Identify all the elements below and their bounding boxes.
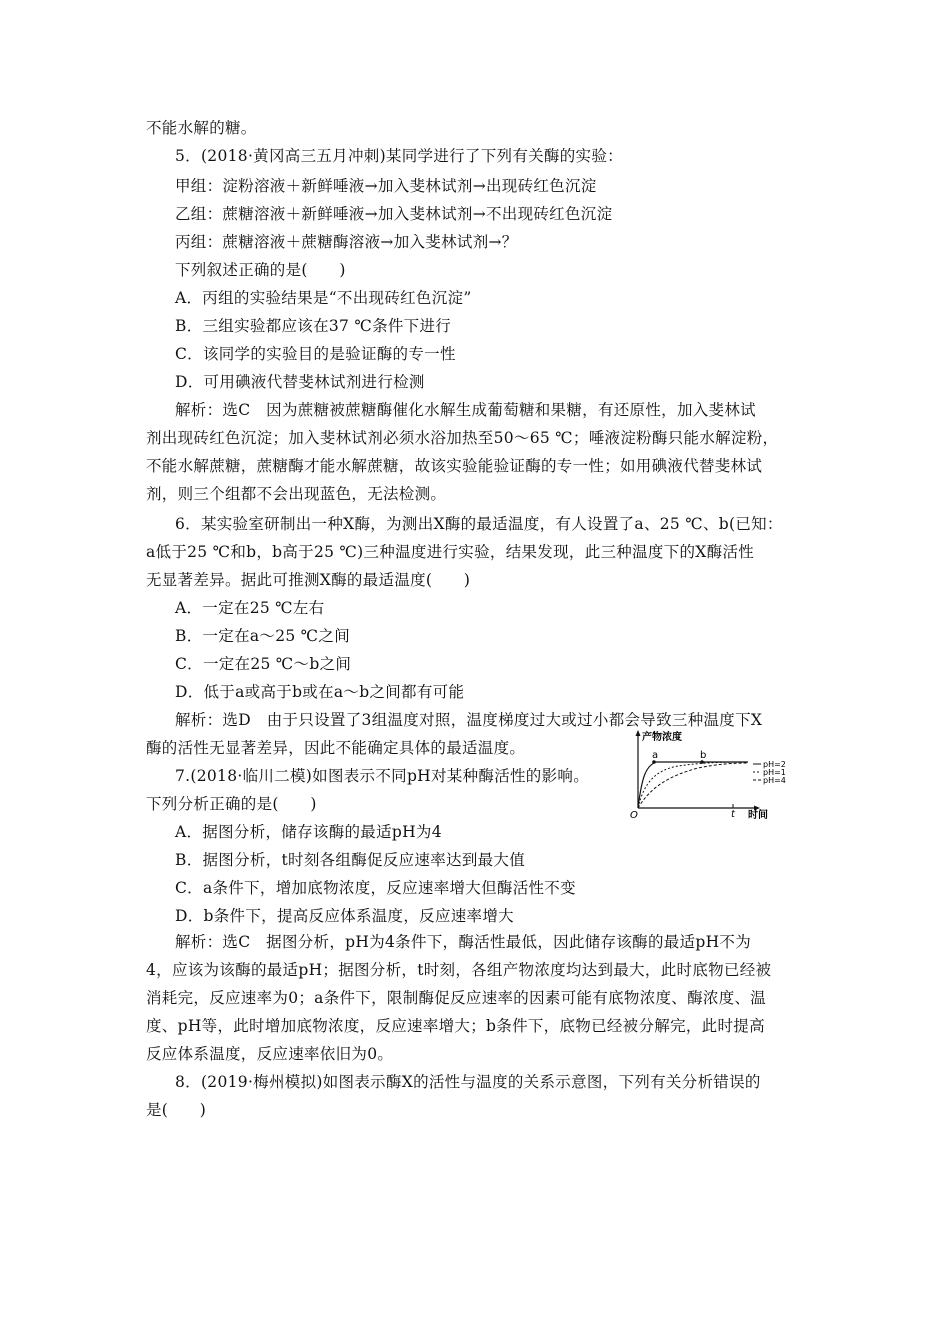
text-line: 甲组：淀粉溶液＋新鲜唾液→加入斐林试剂→出现砖红色沉淀: [175, 177, 597, 195]
text-line: 无显著差异。据此可推测X酶的最适温度( ): [146, 571, 471, 589]
option-d: D．可用碘液代替斐林试剂进行检测: [175, 373, 425, 391]
text-line: 下列叙述正确的是( ): [175, 261, 346, 279]
text-line: 下列分析正确的是( ): [146, 795, 317, 813]
option-a: A．据图分析，储存该酶的最适pH为4: [175, 823, 442, 841]
curve-ph1: [638, 762, 748, 808]
t-label: t: [731, 809, 735, 820]
curve-ph2: [638, 762, 748, 808]
text-line: 丙组：蔗糖溶液＋蔗糖酶溶液→加入斐林试剂→？: [175, 233, 518, 251]
text-line: 是( ): [146, 1101, 207, 1119]
option-b: B．一定在a～25 ℃之间: [175, 627, 351, 645]
curve-ph4: [638, 763, 748, 808]
answer-analysis: 解析：选C 据图分析，pH为4条件下，酶活性最低，因此储存该酶的最适pH不为: [175, 933, 752, 951]
ph-product-concentration-figure: [628, 728, 788, 820]
text-line: a低于25 ℃和b，b高于25 ℃)三种温度进行实验，结果发现，此三种温度下的X酶活性: [146, 543, 755, 561]
origin-label: O: [630, 810, 638, 820]
text-line: 不能水解的糖。: [146, 119, 257, 137]
option-b: B．据图分析，t时刻各组酶促反应速率达到最大值: [175, 851, 526, 869]
question-7-stem: 7.(2018·临川二模)如图表示不同pH对某种酶活性的影响。: [175, 767, 589, 785]
text-line: 剂，则三个组都不会出现蓝色，无法检测。: [146, 485, 447, 503]
option-a: A．一定在25 ℃左右: [175, 599, 325, 617]
answer-analysis: 解析：选C 因为蔗糖被蔗糖酶催化水解生成葡萄糖和果糖，有还原性，加入斐林试: [175, 401, 756, 419]
option-a: A．丙组的实验结果是“不出现砖红色沉淀”: [175, 289, 472, 307]
legend-ph4: pH=4: [763, 776, 786, 785]
y-axis-arrow: [636, 730, 641, 736]
option-c: C．一定在25 ℃～b之间: [175, 655, 352, 673]
option-c: C．a条件下，增加底物浓度，反应速率增大但酶活性不变: [175, 879, 576, 897]
answer-analysis: 解析：选D 由于只设置了3组温度对照，温度梯度过大或过小都会导致三种温度下X: [175, 711, 763, 729]
text-line: 酶的活性无显著差异，因此不能确定具体的最适温度。: [146, 739, 526, 757]
question-8-stem: 8．(2019·梅州模拟)如图表示酶X的活性与温度的关系示意图，下列有关分析错误的: [175, 1073, 761, 1091]
question-6-stem: 6．某实验室研制出一种X酶，为测出X酶的最适温度，有人设置了a、25 ℃、b(已知：: [175, 515, 783, 533]
text-line: 反应体系温度，反应速率依旧为0。: [146, 1045, 394, 1063]
option-d: D．b条件下，提高反应体系温度，反应速率增大: [175, 907, 514, 925]
option-c: C．该同学的实验目的是验证酶的专一性: [175, 345, 456, 363]
x-axis-label: 时间: [748, 810, 768, 820]
text-line: 不能水解蔗糖，蔗糖酶才能水解蔗糖，故该实验能验证酶的专一性；如用碘液代替斐林试: [146, 457, 763, 475]
option-b: B．三组实验都应该在37 ℃条件下进行: [175, 317, 452, 335]
question-5-stem: 5．(2018·黄冈高三五月冲刺)某同学进行了下列有关酶的实验：: [175, 147, 623, 165]
text-line: 乙组：蔗糖溶液＋新鲜唾液→加入斐林试剂→不出现砖红色沉淀: [175, 205, 613, 223]
point-b-label: b: [700, 750, 707, 761]
option-d: D．低于a或高于b或在a～b之间都有可能: [175, 683, 465, 701]
y-axis-label: 产物浓度: [642, 732, 682, 743]
legend-ph1: pH=1: [763, 768, 786, 777]
text-line: 度、pH等，此时增加底物浓度，反应速率增大；b条件下，底物已经被分解完，此时提高: [146, 1017, 765, 1035]
text-line: 4，应该为该酶的最适pH；据图分析，t时刻，各组产物浓度均达到最大，此时底物已经被: [146, 961, 772, 979]
text-line: 消耗完，反应速率为0；a条件下，限制酶促反应速率的因素可能有底物浓度、酶浓度、温: [146, 989, 767, 1007]
legend-ph2: pH=2: [763, 760, 786, 769]
point-a-label: a: [652, 750, 659, 761]
text-line: 剂出现砖红色沉淀；加入斐林试剂必须水浴加热至50～65 ℃；唾液淀粉酶只能水解淀粉，: [146, 429, 779, 447]
